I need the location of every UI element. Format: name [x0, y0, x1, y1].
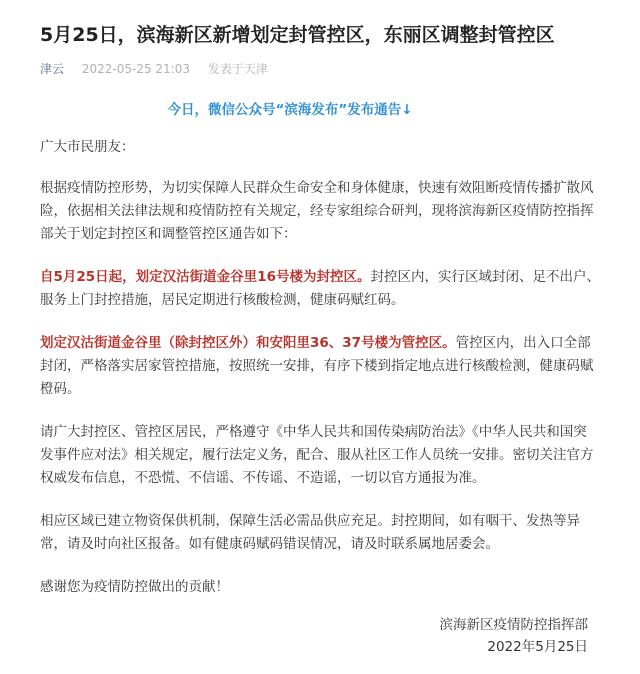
- paragraph-supplies: 相应区域已建立物资保供机制，保障生活必需品供应充足。封控期间，如有咽干、发热等异常，请及时向社区报备。如有健康码赋码错误情况，请及时联系属地居委会。: [40, 513, 580, 552]
- signature-block: [440, 614, 589, 658]
- signature-date: 2022年5月25日: [487, 639, 588, 655]
- paragraph-control-zone: [40, 332, 600, 401]
- greeting: 广大市民朋友：: [40, 139, 135, 155]
- lockdown-zone-highlight: 自5月25日起，划定汉沽街道金谷里16号楼为封控区。: [40, 269, 371, 285]
- article-body: [40, 136, 600, 599]
- closing-thanks: 感谢您为疫情防控做出的贡献！: [40, 579, 229, 595]
- notice-heading: 今日，微信公众号“滨海发布”发布通告↓: [167, 102, 413, 118]
- control-zone-text: 管控区内，出入口全部封闭，严格落实居家管控措施，按照统一安排，有序下楼到指定地点进行核酸检测，健康码赋橙码。: [40, 335, 594, 397]
- signature-org: 滨海新区疫情防控指挥部: [439, 617, 588, 633]
- author-link[interactable]: 津云: [40, 62, 65, 76]
- publish-date: 2022-05-25 21:03: [81, 62, 190, 76]
- control-zone-highlight: 划定汉沽街道金谷里（除封控区外）和安阳里36、37号楼为管控区。: [40, 335, 456, 351]
- paragraph-residents-notice: 请广大封控区、管控区居民，严格遵守《中华人民共和国传染病防治法》《中华人民共和国突发事件应对法》相关规定，履行法定义务，配合、服从社区工作人员统一安排。密切关注官方权威发布信息，不恐慌、不信谣、不传谣、不造谣，一切以官方通报为准。: [40, 424, 594, 486]
- publish-location: 发表于天津: [207, 62, 268, 76]
- article-meta: [40, 60, 600, 78]
- article-title: 5月25日，滨海新区新增划定封管控区，东丽区调整封管控区: [40, 24, 555, 46]
- lockdown-zone-text: 封控区内，实行区域封闭、足不出户、服务上门封控措施，居民定期进行核酸检测，健康码赋红码。: [40, 269, 600, 308]
- paragraph-lockdown-zone: [40, 266, 600, 312]
- paragraph-intro: 根据疫情防控形势，为切实保障人民群众生命安全和身体健康，快速有效阻断疫情传播扩散风险，依据相关法律法规和疫情防控有关规定，经专家组综合研判，现将滨海新区疫情防控指挥部关于划定封控区和调整管控区通告如下：: [40, 180, 594, 242]
